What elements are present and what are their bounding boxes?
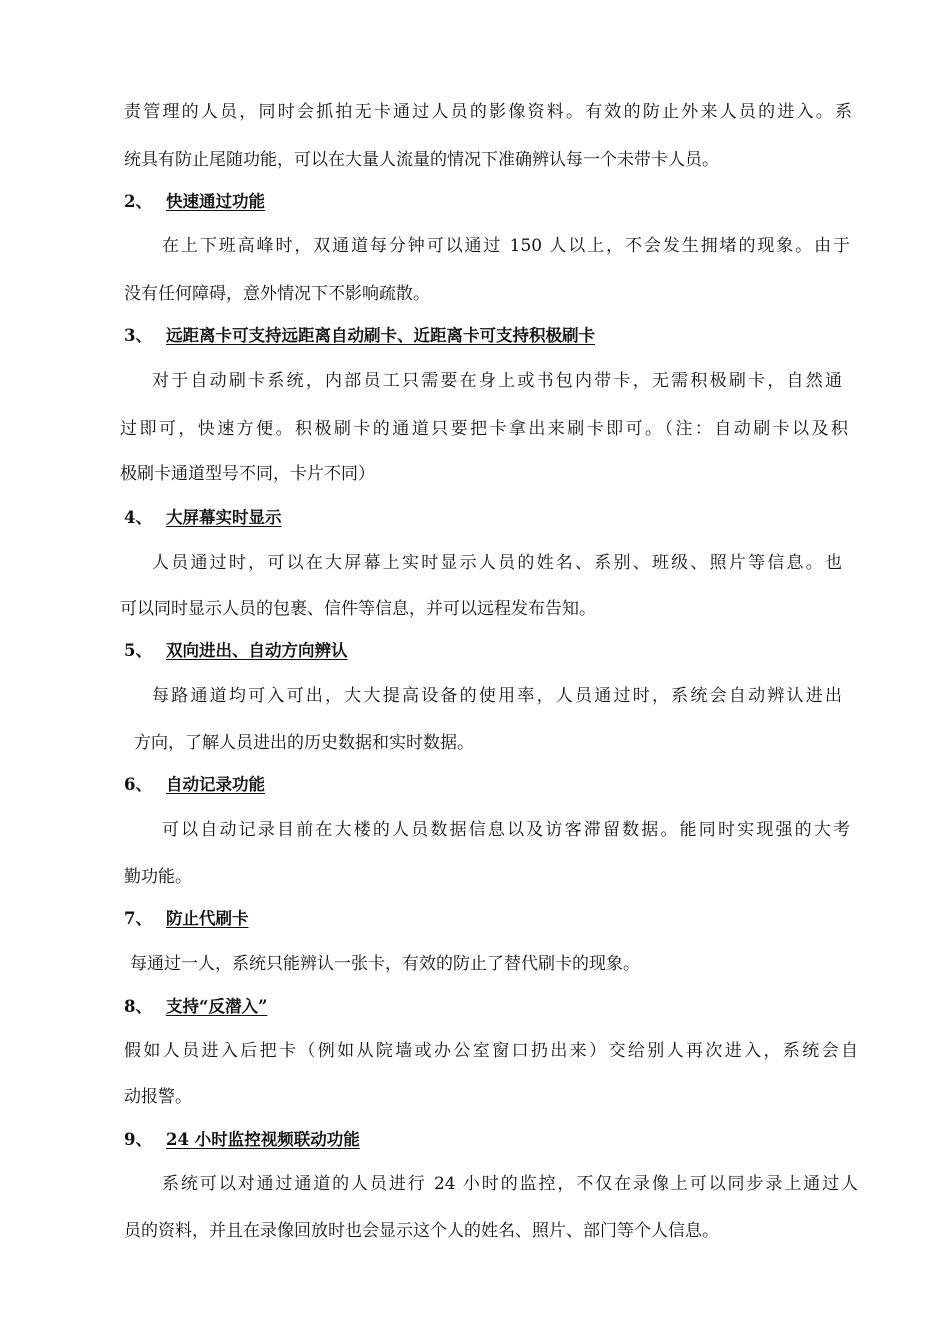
- section-4-line-1: 人员通过时，可以在大屏幕上实时显示人员的姓名、系别、班级、照片等信息。也: [152, 553, 842, 573]
- section-3-line-2: 过即可，快速方便。积极刷卡的通道只要把卡拿出来刷卡即可。（注：自动刷卡以及积: [120, 419, 848, 439]
- section-7-heading: [124, 908, 248, 930]
- section-2-number: 2、: [124, 192, 152, 211]
- section-8-title: 支持“反潜入”: [165, 997, 268, 1016]
- section-3-line-3: 极刷卡通道型号不同，卡片不同）: [120, 464, 375, 484]
- section-4-heading: [124, 507, 281, 529]
- section-8-line-1: 假如人员进入后把卡（例如从院墙或办公室窗口扔出来）交给别人再次进入，系统会自: [124, 1041, 858, 1061]
- section-4-title: 大屏幕实时显示: [165, 508, 282, 527]
- section-6-number: 6、: [124, 775, 152, 794]
- section-4-number: 4、: [124, 508, 152, 527]
- section-7-title: 防止代刷卡: [165, 909, 249, 928]
- section-7-line-1: 每通过一人，系统只能辨认一张卡，有效的防止了替代刷卡的现象。: [130, 954, 640, 974]
- section-5-title: 双向进出、自动方向辨认: [165, 641, 348, 660]
- section-2-line-1: 在上下班高峰时，双通道每分钟可以通过 150 人以上，不会发生拥堵的现象。由于: [162, 236, 850, 256]
- intro-line-1: 责管理的人员，同时会抓拍无卡通过人员的影像资料。有效的防止外来人员的进入。系: [124, 102, 852, 122]
- section-9-heading: [124, 1129, 360, 1151]
- section-9-line-2: 员的资料，并且在录像回放时也会显示这个人的姓名、照片、部门等个人信息。: [124, 1221, 719, 1241]
- section-4-line-2: 可以同时显示人员的包裹、信件等信息，并可以远程发布告知。: [120, 599, 596, 619]
- section-6-title: 自动记录功能: [165, 775, 265, 794]
- section-5-heading: [124, 640, 347, 662]
- section-2-line-2: 没有任何障碍，意外情况下不影响疏散。: [124, 284, 430, 304]
- section-8-number: 8、: [124, 997, 152, 1016]
- section-3-title: 远距离卡可支持远距离自动刷卡、近距离卡可支持积极刷卡: [165, 326, 595, 345]
- section-5-line-1: 每路通道均可入可出，大大提高设备的使用率，人员通过时，系统会自动辨认进出: [152, 686, 842, 706]
- section-9-title: 24 小时监控视频联动功能: [165, 1130, 360, 1149]
- section-2-heading: [124, 191, 265, 213]
- section-5-line-2: 方向，了解人员进出的历史数据和实时数据。: [134, 733, 474, 753]
- section-8-line-2: 动报警。: [124, 1087, 192, 1107]
- section-3-number: 3、: [124, 326, 152, 345]
- section-6-line-1: 可以自动记录目前在大楼的人员数据信息以及访客滞留数据。能同时实现强的大考: [162, 820, 850, 840]
- section-3-line-1: 对于自动刷卡系统，内部员工只需要在身上或书包内带卡，无需积极刷卡，自然通: [152, 371, 842, 391]
- section-5-number: 5、: [124, 641, 152, 660]
- section-8-heading: [124, 996, 267, 1018]
- section-6-line-2: 勤功能。: [124, 867, 192, 887]
- intro-line-2: 统具有防止尾随功能，可以在大量人流量的情况下准确辨认每一个未带卡人员。: [124, 150, 719, 170]
- section-2-title: 快速通过功能: [165, 192, 265, 211]
- section-3-heading: [124, 325, 595, 347]
- section-7-number: 7、: [124, 909, 152, 928]
- section-6-heading: [124, 774, 265, 796]
- section-9-line-1: 系统可以对通过通道的人员进行 24 小时的监控，不仅在录像上可以同步录上通过人: [162, 1174, 858, 1194]
- section-9-number: 9、: [124, 1130, 152, 1149]
